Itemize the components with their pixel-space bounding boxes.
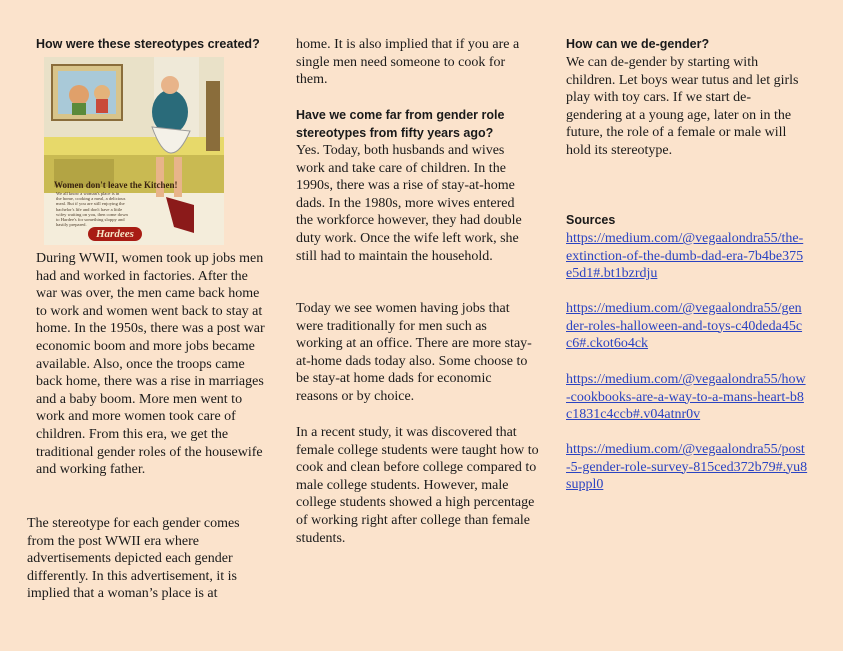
paragraph-stereotype-origin: The stereotype for each gender comes from the post WWII era where advertisements depicted each gender differently. In this advertisement, it is implied that a woman’s place is at [27, 516, 240, 602]
ad-body [56, 191, 166, 227]
ad-body-line: bachelor's life and don't have a little [56, 206, 123, 212]
ad-body-line: to Hardee's for something sloppy and [56, 217, 125, 223]
ad-body-line: hastily prepared. [56, 222, 87, 228]
source-link-3[interactable]: https://medium.com/@vegaalondra55/how-cookbooks-are-a-way-to-a-mans-heart-b8c1831c4ccb#.v04atnr0v [566, 372, 806, 423]
paragraph-recent-study: In a recent study, it was discovered that female college students were taught how to cook and clean before college compared to male college students. However, male college students showed a high percentage of working right after college than female students. [296, 425, 539, 546]
ad-body-line: We all know a woman's place is in [56, 191, 120, 196]
heading-de-gender: How can we de-gender? [566, 37, 710, 51]
paragraph-de-gender: We can de-gender by starting with children. Let boys wear tutus and let girls play with toy cars. If we start de-gendering at a young age, later on in the future, the role of a female or male will hold its stereotype. [566, 55, 799, 158]
source-link-4[interactable]: https://medium.com/@vegaalondra55/post-5-gender-role-survey-815ced372b79#.yu8suppl0 [566, 442, 808, 493]
hardees-logo: Hardees [88, 227, 142, 241]
ad-body-line: meal. But if you are still enjoying the [56, 201, 125, 207]
source-link-1[interactable]: https://medium.com/@vegaalondra55/the-extinction-of-the-dumb-dad-era-7b4be375e5d1#.bt1bzrdju [566, 231, 804, 282]
ad-headline: Women don't leave the Kitchen! [54, 180, 178, 190]
ad-body-line: the home, cooking a meal, a delicious [56, 196, 126, 202]
hardees-advertisement-image [44, 57, 224, 245]
heading-sources: Sources [566, 213, 616, 227]
source-link-2[interactable]: https://medium.com/@vegaalondra55/gender-roles-halloween-and-toys-c40deda45cc6#.ckot6o4ck [566, 301, 803, 352]
paragraph-continued: home. It is also implied that if you are a single men need someone to cook for them. [296, 37, 520, 88]
heading-stereotypes-created: How were these stereotypes created? [36, 37, 260, 51]
paragraph-today-we-see: Today we see women having jobs that were traditionally for men such as working at an office. There are more stay-at-home dads today also. Some choose to be stay-at home dads for economic reasons or by choice. [296, 301, 532, 404]
ad-body-line: wifey waiting on you, then come down [56, 211, 128, 217]
heading-come-far: Have we come far from gender role stereotypes from fifty years ago? [296, 108, 505, 140]
paragraph-yes-today: Yes. Today, both husbands and wives work and take care of children. In the 1990s, there was a rise of stay-at-home dads. In the 1980s, more wives entered the workforce however, they had double duty work. Once the wife left work, she still had to maintain the household. [296, 143, 522, 264]
paragraph-wwii: During WWII, women took up jobs men had and worked in factories. After the war was over, the men came back home to work and women went back to stay at home. In the 1950s, there was a post war economic boom and more jobs became available. Also, once the troops came back home, there was a rise in marriages and a baby boom. More men went to work and more women took care of children. From this era, we get the traditional gender roles of the housewife and working father. [36, 251, 265, 478]
